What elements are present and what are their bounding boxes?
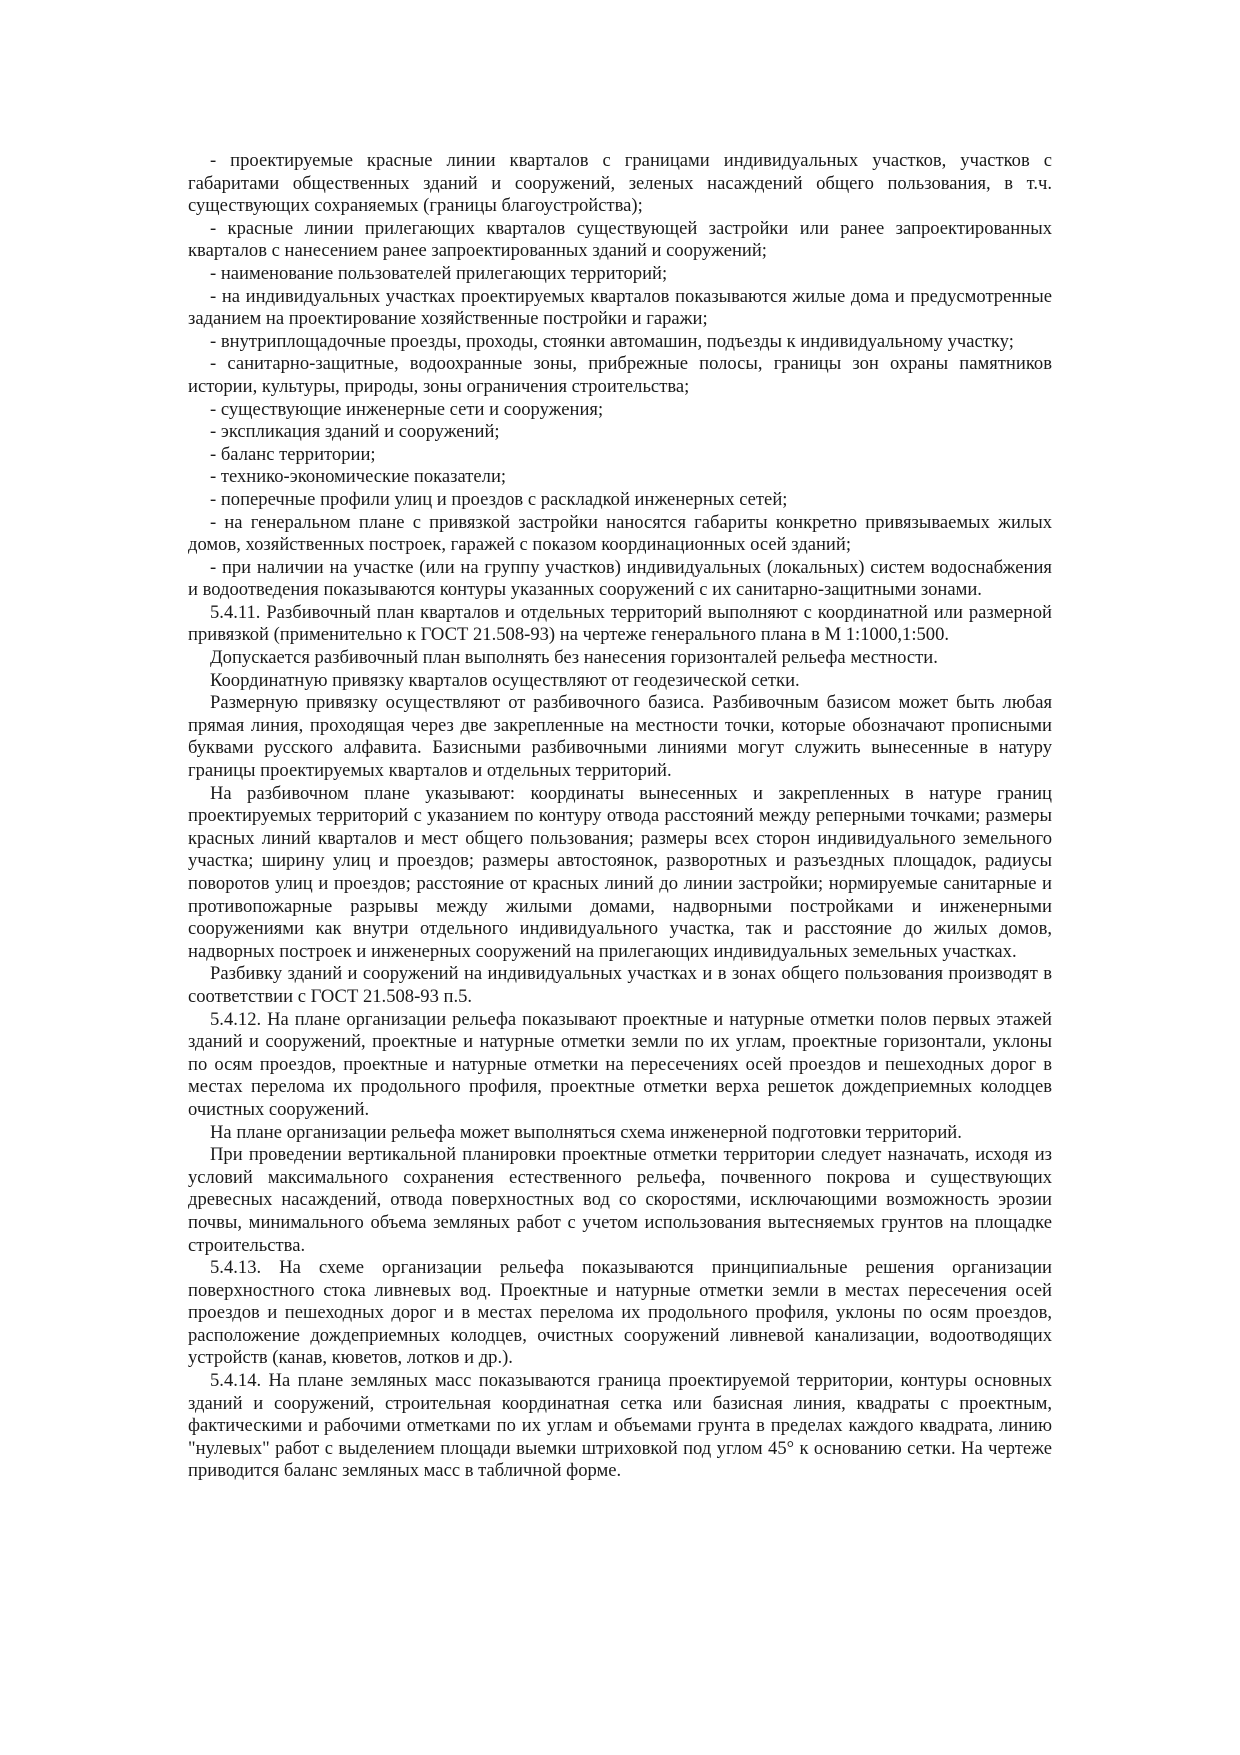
paragraph: Размерную привязку осуществляют от разбивочного базиса. Разбивочным базисом может быть любая прямая линия, проходящая через две закрепленные на местности точки, которые обозначают прописными буквами русского алфавита. Базисными разбивочными линиями могут служить вынесенные в натуру границы проектируемых кварталов и отдельных территорий. — [188, 692, 1052, 782]
paragraph: При проведении вертикальной планировки проектные отметки территории следует назначать, исходя из условий максимального сохранения естественного рельефа, почвенного покрова и существующих древесных насаждений, отвода поверхностных вод со скоростями, исключающими возможность эрозии почвы, минимального объема земляных работ с учетом использования вытесняемых грунтов на площадке строительства. — [188, 1144, 1052, 1256]
paragraph: На плане организации рельефа может выполняться схема инженерной подготовки территорий. — [210, 1121, 962, 1143]
list-item: - санитарно-защитные, водоохранные зоны, прибрежные полосы, границы зон охраны памятников истории, культуры, природы, зоны ограничения строительства; — [188, 353, 1052, 397]
paragraph: На разбивочном плане указывают: координаты вынесенных и закрепленных в натуре границ проектируемых территорий с указанием по контуру отвода расстояний между реперными точками; размеры красных линий кварталов и мест общего пользования; размеры всех сторон индивидуального земельного участка; ширину улиц и проездов; размеры автостоянок, разворотных и разъездных площадок, радиусы поворотов улиц и проездов; расстояние от красных линий до линии застройки; нормируемые санитарные и противопожарные разрывы между жилыми домами, надворными постройками и инженерными сооружениями как внутри отдельного индивидуального участка, так и расстояние до жилых домов, надворных построек и инженерных сооружений на прилегающих индивидуальных земельных участках. — [188, 782, 1052, 962]
list-item: - технико-экономические показатели; — [210, 466, 507, 488]
document-body — [188, 150, 1052, 1483]
list-item: - красные линии прилегающих кварталов существующей застройки или ранее запроектированных кварталов с нанесением ранее запроектированных зданий и сооружений; — [188, 217, 1052, 262]
list-item: - поперечные профили улиц и проездов с раскладкой инженерных сетей; — [210, 488, 788, 510]
list-item: - проектируемые красные линии кварталов с границами индивидуальных участков, участков с габаритами общественных зданий и сооружений, зеленых насаждений общего пользования, в т.ч. существующих сохраняемых (границы благоустройства); — [188, 150, 1052, 217]
section-paragraph-5-4-12: 5.4.12. На плане организации рельефа показывают проектные и натурные отметки полов первых этажей зданий и сооружений, проектные и натурные отметки земли по их углам, проектные горизонтали, уклоны по осям проездов, проектные и натурные отметки на пересечениях осей проездов и пешеходных дорог в местах перелома их продольного профиля, проектные отметки верха решеток дождеприемных колодцев очистных сооружений. — [188, 1008, 1052, 1120]
section-paragraph-5-4-13: 5.4.13. На схеме организации рельефа показываются принципиальные решения организации поверхностного стока ливневых вод. Проектные и натурные отметки земли в местах пересечения осей проездов и пешеходных дорог и в местах перелома их продольного профиля, уклоны по осям проездов, расположение дождеприемных колодцев, очистных сооружений ливневой канализации, водоотводящих устройств (канав, кюветов, лотков и др.). — [188, 1257, 1052, 1369]
section-paragraph-5-4-11: 5.4.11. Разбивочный план кварталов и отдельных территорий выполняют с координатной или размерной привязкой (применительно к ГОСТ 21.508-93) на чертеже генерального плана в М 1:1000,1:500. — [188, 601, 1052, 646]
paragraph: Разбивку зданий и сооружений на индивидуальных участках и в зонах общего пользования производят в соответствии с ГОСТ 21.508-93 п.5. — [188, 963, 1052, 1007]
list-item: - существующие инженерные сети и сооружения; — [210, 398, 604, 420]
list-item: - внутриплощадочные проезды, проходы, стоянки автомашин, подъезды к индивидуальному участку; — [210, 330, 1014, 352]
list-item: - при наличии на участке (или на группу участков) индивидуальных (локальных) систем водоснабжения и водоотведения показываются контуры указанных сооружений с их санитарно-защитными зонами. — [188, 556, 1052, 601]
section-paragraph-5-4-14: 5.4.14. На плане земляных масс показываются граница проектируемой территории, контуры основных зданий и сооружений, строительная координатная сетка или базисная линия, квадраты с проектным, фактическими и рабочими отметками по их углам и объемами грунта в пределах каждого квадрата, линию "нулевых" работ с выделением площади выемки штриховкой под углом 45° к основанию сетки. На чертеже приводится баланс земляных масс в табличной форме. — [188, 1370, 1052, 1482]
list-item: - на индивидуальных участках проектируемых кварталов показываются жилые дома и предусмотренные заданием на проектирование хозяйственные постройки и гаражи; — [188, 285, 1052, 330]
paragraph: Допускается разбивочный план выполнять без нанесения горизонталей рельефа местности. — [210, 647, 938, 669]
list-item: - экспликация зданий и сооружений; — [210, 421, 500, 443]
list-item: - на генеральном плане с привязкой застройки наносятся габариты конкретно привязываемых жилых домов, хозяйственных построек, гаражей с показом координационных осей зданий; — [188, 511, 1052, 556]
paragraph: Координатную привязку кварталов осуществляют от геодезической сетки. — [210, 669, 800, 691]
list-item: - баланс территории; — [210, 443, 376, 465]
list-item: - наименование пользователей прилегающих территорий; — [210, 262, 668, 284]
